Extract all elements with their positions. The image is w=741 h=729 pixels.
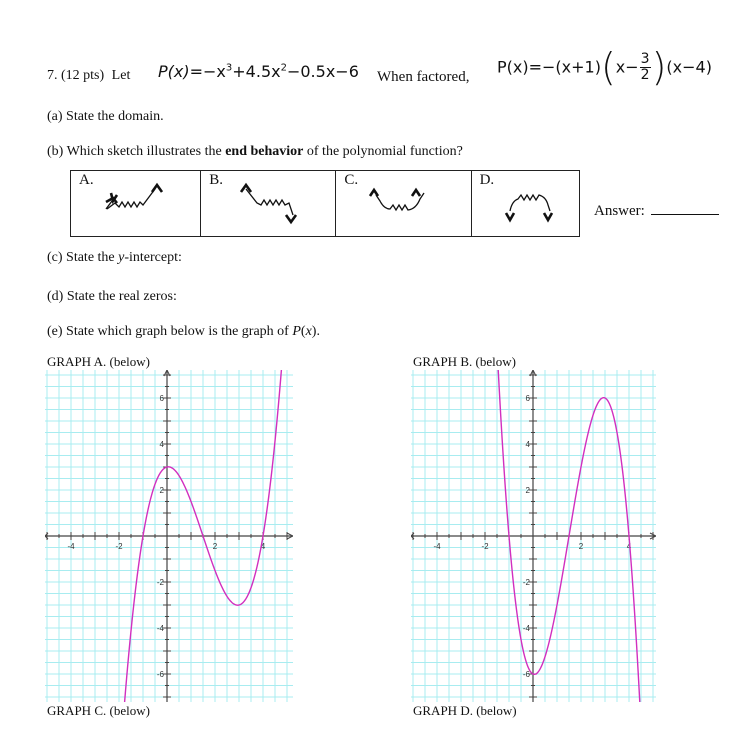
graph-a-x-tick-label: -2 — [115, 542, 123, 551]
graph-b-y-tick-label: 4 — [525, 440, 530, 449]
part-e-paren: ( — [300, 324, 306, 339]
graph-b-y-tick-label: -2 — [522, 578, 530, 587]
part-a: (a) State the domain. — [47, 109, 164, 124]
end-behavior-sketches — [70, 170, 580, 237]
answer-area — [594, 200, 719, 220]
graph-b-x-tick-label: -2 — [481, 542, 489, 551]
part-b-post: of the polynomial function? — [303, 144, 463, 159]
sketch-a-curve — [71, 171, 201, 237]
sketch-letter-c: C. — [344, 172, 359, 188]
graph-b-y-tick-label: 6 — [525, 394, 530, 403]
part-e-pre: (e) State which graph below is the graph of — [47, 324, 293, 339]
graph-b-y-tick-label: -4 — [522, 624, 530, 633]
graph-b-y-tick-label: 2 — [525, 486, 530, 495]
sketch-c-curve — [336, 171, 471, 237]
problem-points: (12 pts) — [61, 68, 105, 83]
poly-term1: −x — [203, 62, 226, 81]
part-b-bold: end behavior — [225, 144, 304, 159]
graph-a-plot — [45, 370, 293, 702]
part-b-pre: (b) Which sketch illustrates the — [47, 144, 226, 159]
graph-a-y-tick-label: 6 — [159, 394, 164, 403]
graph-a-y-tick-label: -4 — [156, 624, 164, 633]
graph-a-x-tick-label: 4 — [260, 542, 266, 551]
part-e-ital-x: x — [305, 324, 312, 339]
when-factored-label: When factored, — [377, 69, 470, 85]
frac-den: 2 — [640, 66, 650, 83]
sketch-letter-b: B. — [209, 172, 223, 188]
answer-blank[interactable] — [651, 200, 719, 215]
graph-b-label: GRAPH B. (below) — [413, 354, 516, 369]
graph-a-y-tick-label: -2 — [156, 578, 164, 587]
fraction-three-halves — [640, 52, 651, 83]
graph-b-x-tick-label: -4 — [433, 542, 441, 551]
sketch-a[interactable] — [71, 171, 201, 237]
graph-b-x-tick-label: 2 — [578, 542, 584, 551]
part-d: (d) State the real zeros: — [47, 289, 177, 304]
big-paren-close: ) — [651, 45, 667, 89]
sketch-b[interactable] — [201, 171, 336, 237]
factored-lhs: P(x)=−(x+1) — [497, 57, 601, 77]
poly-exp2: 2 — [280, 62, 287, 74]
sketch-c[interactable] — [336, 171, 471, 237]
graph-b-y-tick-label: -6 — [522, 670, 530, 679]
problem-number-text: 7. — [47, 68, 58, 83]
part-c — [47, 250, 182, 266]
part-e-ital-p: P — [292, 324, 301, 339]
part-c-pre: (c) State the — [47, 250, 119, 265]
graph-a-x-tick-label: 2 — [212, 542, 218, 551]
part-c-post: -intercept: — [124, 250, 182, 265]
sketch-d[interactable] — [471, 171, 579, 237]
let-text: Let — [111, 68, 131, 83]
poly-term2: +4.5x — [232, 62, 281, 81]
problem-number — [47, 68, 130, 84]
factored-tail: (x−4) — [666, 57, 712, 77]
graph-d-label: GRAPH D. (below) — [413, 703, 517, 718]
part-e-post: ). — [311, 324, 320, 339]
sketch-d-curve — [472, 171, 580, 237]
factored-x: x− — [615, 57, 639, 77]
graph-a-y-tick-label: -6 — [156, 670, 164, 679]
polynomial-factored — [497, 45, 712, 89]
part-b — [47, 144, 463, 160]
graph-a-x-tick-label: -4 — [67, 542, 75, 551]
graph-a-y-tick-label: 4 — [159, 440, 164, 449]
graph-c-label: GRAPH C. (below) — [47, 703, 150, 718]
poly-exp1: 3 — [225, 62, 233, 74]
graph-a-label: GRAPH A. (below) — [47, 354, 150, 369]
sketch-letter-a: A. — [79, 172, 94, 188]
graph-b-plot — [411, 370, 656, 702]
frac-num: 3 — [640, 50, 650, 67]
big-paren-open: ( — [600, 45, 616, 89]
part-c-ital: y — [118, 250, 125, 265]
graph-a-y-tick-label: 2 — [159, 486, 164, 495]
part-e — [47, 324, 320, 340]
poly-term3: −0.5x−6 — [286, 62, 359, 81]
polynomial-expanded — [158, 62, 359, 81]
sketch-b-curve — [201, 171, 336, 237]
poly-lhs: P(x)= — [158, 62, 204, 81]
graph-b-x-tick-label: 4 — [626, 542, 632, 551]
answer-label: Answer: — [594, 203, 645, 219]
sketch-letter-d: D. — [479, 172, 495, 188]
